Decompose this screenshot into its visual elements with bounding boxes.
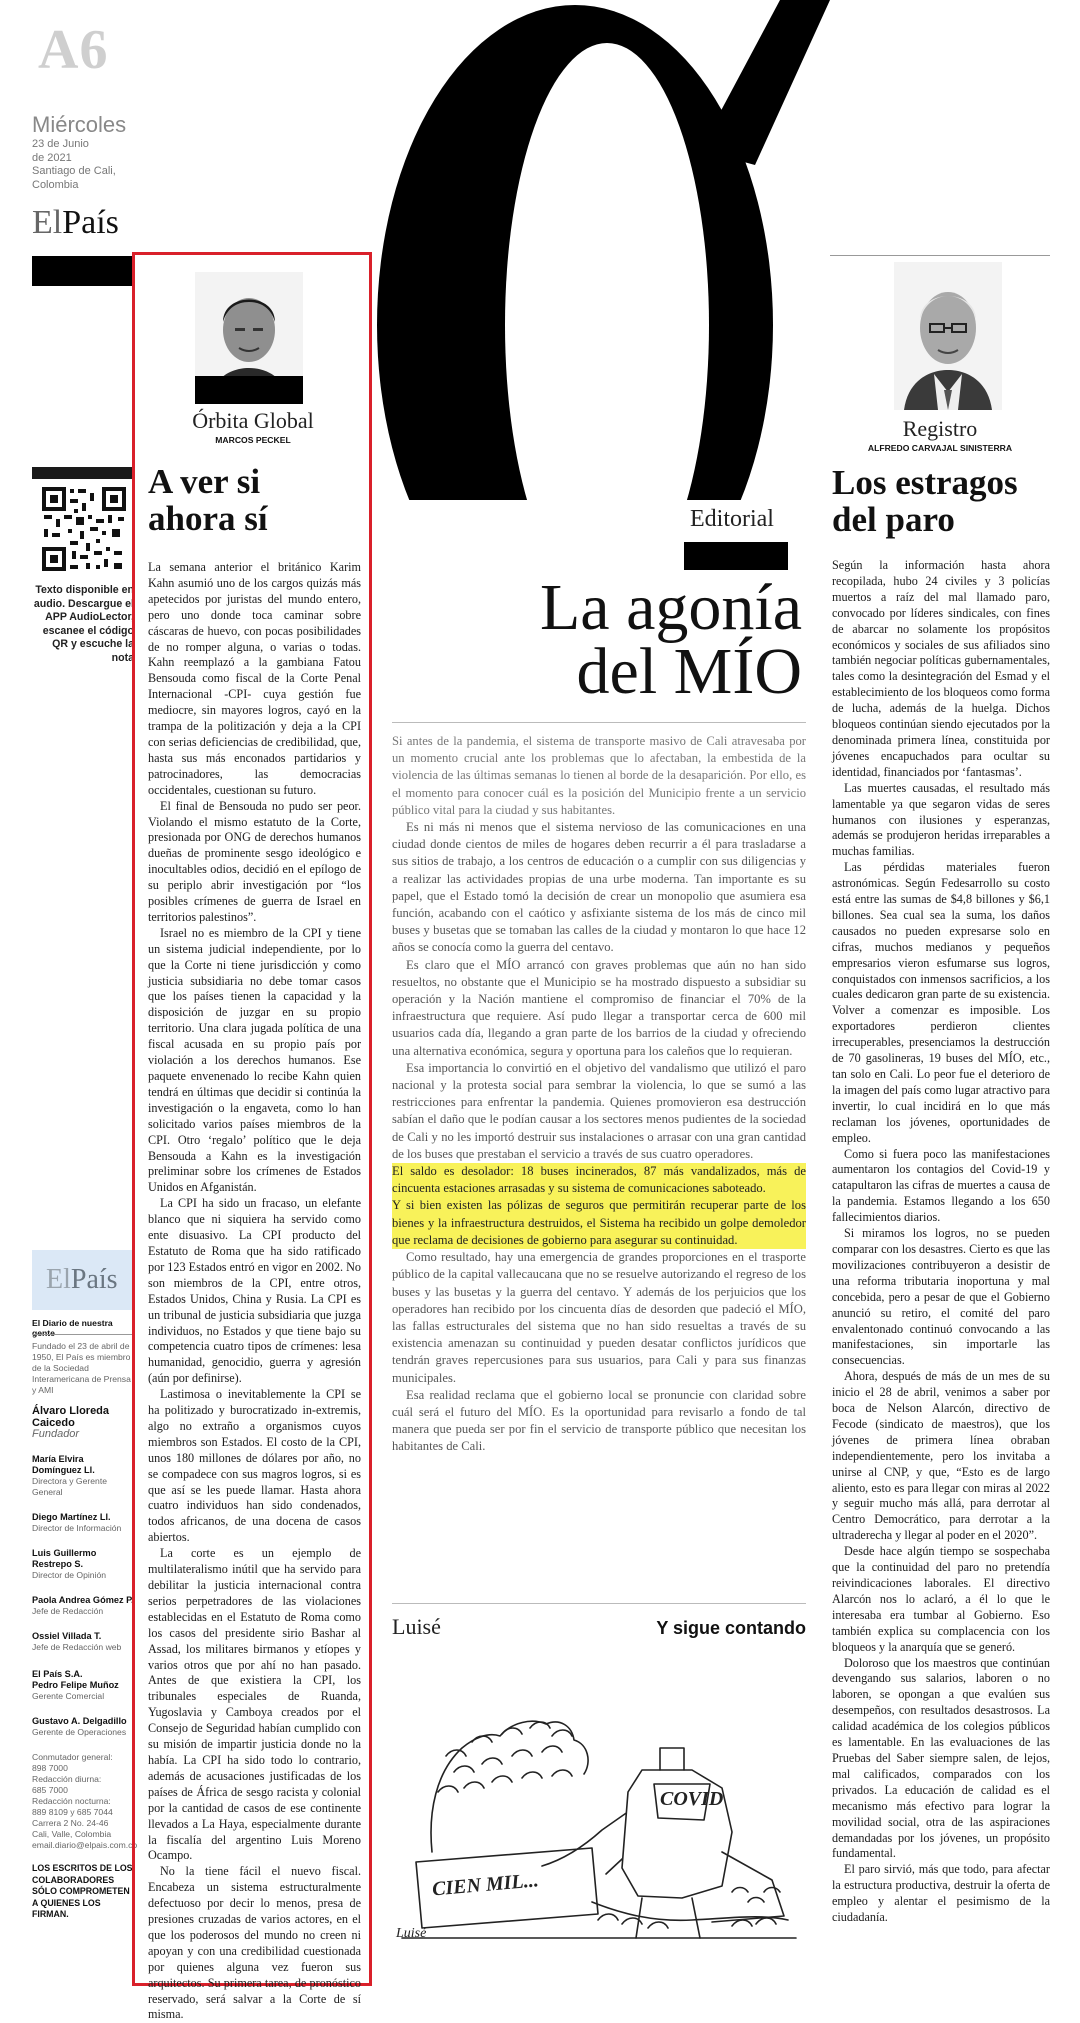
editorial-headline-l1: La agonía: [539, 571, 802, 644]
editorial-redaction-bar: [684, 542, 788, 570]
founder-role: Fundador: [32, 1428, 80, 1440]
registro-paragraph: Ahora, después de más de un mes de su inicio el 28 de abril, venimos a saber por boca de Nelson Alarcón, directivo de Fecode (sindicato de maestros), que los jóvenes de primera línea obraban independientemente, pero los invitaba a unirse al CNP, y que, “Esto es de largo aliento, esto es para llegar con miras al 2022 y seguir mucho más allá, para derrotar al Centro Democrático, para derrotar a la ultraderecha y llegar al poder en el 2020”.: [832, 1369, 1050, 1543]
staff-role: Director de Información: [32, 1523, 122, 1533]
registro-paragraph: Doloroso que los maestros que continúan devengando sus salarios, laboren o no laboren, se opongan a que evalúen sus desempeños, con resultados desastrosos. La calidad académica de los colegios públicos es lamentable. En las evaluaciones de las Pruebas del Saber siempre salen, de lejos, mal calificados, comparados con los privados. La educación de calidad es el mecanismo más efectivo para lograr la movilidad social, otra de las aspiraciones demandadas por los jóvenes, un propósito fundamental.: [832, 1655, 1050, 1861]
staff-role: Gerente Comercial: [32, 1691, 105, 1701]
orbita-redaction-bar: [195, 376, 303, 404]
staff-logo: [46, 1264, 118, 1296]
staff-logo-panel: [32, 1250, 134, 1310]
staff-logo-pais: País: [70, 1264, 118, 1295]
contact-line: Carrera 2 No. 24-46: [32, 1818, 109, 1828]
registro-paragraph: Las pérdidas materiales fueron astronómicas. Según Fedesarrollo su costo está entre las sumas de $4,8 billones y $6,1 billones. Sea cual sea la suma, los daños causados no pueden expresarse solo en cifras, muchos medianos y pequeños empresarios vieron esfumarse sus logros, conquistados con inmensos sacrificios, a los cuales dedicaron gran parte de su existencia. Volver a comenzar es imposible. Los exportadores perdieron clientes irrecuperables, presenciamos la destrucción de 70 gasolineras, 19 buses del MÍO, etc., tan solo en Cali. Lo peor fue el deterioro de la imagen del país como lugar atractivo para invertir, lo cual incidirá en lo que más reclaman los jóvenes, oportunidades de empleo.: [832, 860, 1050, 1145]
editorial-paragraph: Esa importancia lo convirtió en el objetivo del vandalismo que utilizó el paro nacional y la protesta social para sembrar la violencia, lo que se sumó a las restricciones para enfrentar la pandemia. Quienes promovieron esa destrucción sabían el daño que le podían causar a los sectores menos pudientes de la sociedad de Cali y no les importó destruir sus instalaciones o arrasar con una gran cantidad de los buses que prestaban el servicio a través de sus cuatro operadores.: [392, 1060, 806, 1161]
company-name: El País S.A.: [32, 1669, 83, 1679]
cartoon-sign-left: CIEN MIL...: [431, 1869, 540, 1901]
staff-role: Jefe de Redacción web: [32, 1642, 122, 1652]
editorial-headline: [392, 571, 802, 708]
editorial-body: [392, 733, 806, 1456]
page-number: A6: [38, 19, 109, 81]
staff-name: Luis Guillermo Restrepo S.: [32, 1548, 97, 1569]
disclaimer: LOS ESCRITOS DE LOS COLABORADORES SÓLO COMPROMETEN A QUIENES LOS FIRMAN.: [32, 1863, 133, 1919]
contact-email[interactable]: email.diario@elpais.com.co: [32, 1840, 138, 1850]
masthead-logo: [32, 204, 119, 242]
staff-name: Gustavo A. Delgadillo: [32, 1716, 127, 1726]
contact-line: Redacción nocturna:: [32, 1796, 111, 1806]
orbita-paragraph: La CPI ha sido un fracaso, un elefante blanco que ni siquiera ha servido como ente disuasivo. La CPI producto del Estatuto de Roma que ha sido ratificado por 123 Estados entró en vigor en 2002. No son miembros de la CPI, entre otros, Estados Unidos, China y Rusia. La CPI es un tribunal de justicia subsidiaria que juzga individuos, no Estados y que tiene bajo su competencia cuatro tipos de crímenes: lesa humanidad, genocidio, guerra y agresión (aún por definirse).: [148, 1196, 361, 1386]
date-line: 23 de Junio: [32, 138, 89, 150]
registro-author-photo: [894, 262, 1002, 410]
cartoon-title: Y sigue contando: [656, 1618, 806, 1638]
audio-note: Texto disponible en audio. Descargue el APP AudioLector, escanee el código QR y escuche la nota: [33, 584, 134, 664]
orbita-paragraph: No la tiene fácil el nuevo fiscal. Encabeza un sistema estructuralmente defectuoso por decir lo menos, presa de presiones cruzadas de varios actores, en el que los poderosos del mundo no creen ni apoyan y con una credibilidad cuestionada por quienes alguna vez fueron sus arquitectos. Su primera tarea, de pronóstico reservado, será salvar a la Corte de sí misma.: [148, 1864, 361, 2022]
qr-code[interactable]: [40, 485, 128, 573]
staff-list: [32, 1341, 138, 1921]
staff-role: Jefe de Redacción: [32, 1606, 104, 1616]
orbita-author: MARCOS PECKEL: [215, 435, 291, 445]
date-line: Santiago de Cali,: [32, 165, 116, 177]
cartoon-sign-right: COVID: [660, 1788, 724, 1810]
date-block: [32, 138, 116, 192]
orbita-headline: [148, 463, 368, 537]
staff-name: Diego Martínez Ll.: [32, 1512, 111, 1522]
orbita-paragraph: El final de Bensouda no pudo ser peor. Violando el mismo estatuto de la Corte, presionada por ONG de derechos humanos dueñas de prominente sesgo ideológico e inocultables odios, decidió en el epílogo de su periplo abrir investigación por “los posibles crímenes de guerra de Israel en territorios palestinos”.: [148, 798, 361, 924]
contact-line: 898 7000: [32, 1763, 68, 1773]
registro-paragraph: Las muertes causadas, el resultado más lamentable ya que segaron vidas de seres humanos con ilusiones y esperanzas, además se produjeron heridas irreparables a muchas familias.: [832, 780, 1050, 859]
weekday: Miércoles: [32, 112, 127, 137]
editorial-paragraph: Esa realidad reclama que el gobierno local se pronuncie con claridad sobre cuál será el futuro del MÍO. Es la oportunidad para revisarlo a fondo de tal manera que pueda ser por fin el servicio de transporte público que necesitan los habitantes de Cali.: [392, 1387, 806, 1454]
cartoon-drawing: [392, 1652, 806, 1952]
logo-el: El: [32, 204, 63, 241]
staff-name: Pedro Felipe Muñoz: [32, 1680, 119, 1690]
editorial-paragraph: Como resultado, hay una emergencia de grandes proporciones en el trasporte público de la capital vallecaucana que no se resuelve autorizando el regreso de los buses y las busetas y la guerra del centavo. Y además de los perjuicios que los operadores han recibido por los cincuenta días de desorden que padeció el MÍO, las fallas estructurales del sistema que no han sido resueltas a través de su existencia amenazan su continuidad y pueden desatar conflictos jurídicos que tendrán graves repercusiones para sus usuarios, para Cali y para sus finanzas municipales.: [392, 1250, 806, 1385]
staff-role: Director de Opinión: [32, 1570, 107, 1580]
founder-name: Álvaro Lloreda Caicedo: [32, 1405, 110, 1429]
orbita-paragraph: Israel no es miembro de la CPI y tiene un sistema judicial independiente, por lo que la Corte ni tiene jurisdicción y como justicia subsidiaria no debe tomar casos que los países tienen la capacidad y la disposición de juzgar en su propio territorio. Una clara jugada política de una fiscal acusada en su propio país por violación a los derechos humanos. Ese paquete envenenado lo recibe Kahn quien tendrá en últimas que decidir si continúa la investigación o la engaveta, como lo han solicitado varios países miembros de la CPI. Otro ‘regalo’ político que le deja Bensouda a Kahn es la investigación preliminar sobre los crímenes de Estados Unidos en Afganistán.: [148, 925, 361, 1195]
staff-name: Ossiel Villada T.: [32, 1631, 102, 1641]
editorial-headline-l2: del MÍO: [576, 635, 802, 708]
registro-paragraph: Desde hace algún tiempo se sospechaba que la continuidad del paro no pretendía reivindicaciones laborales. El directivo Alarcón nos lo aclaró, a él lo que le interesaba era tumbar al Gobierno. Eso también explica su complacencia con los bloqueos y la anarquía que se generó.: [832, 1544, 1050, 1654]
staff-role: Gerente de Operaciones: [32, 1727, 127, 1737]
staff-tagline: El Diario de nuestra gente: [32, 1318, 113, 1338]
editorial-highlight-1: El saldo es desolador: 18 buses incinerados, 87 más vandalizados, más de cincuenta estaciones arrasadas y su sistema de comunicaciones saboteado.: [392, 1164, 806, 1196]
masthead-redaction-bar: [32, 256, 132, 286]
founded-note: Fundado el 23 de abril de 1950, El País es miembro de la Sociedad Interamericana de Prensa y AMI: [32, 1341, 131, 1395]
staff-role: Directora y Gerente General: [32, 1476, 107, 1497]
cartoon-rule: [392, 1603, 806, 1604]
contact-line: 685 7000: [32, 1785, 68, 1795]
contact-line: Redacción diurna:: [32, 1774, 102, 1784]
registro-paragraph: Si miramos los logros, no se pueden comparar con los desastres. Cierto es que las movilizaciones contribuyeron a desistir de una reforma tributaria inoportuna y mal concebida, pero a pesar de que el Gobierno anunció su retiro, el comité del paro envalentonado continuó convocando a las manifestaciones, sin importarle las consecuencias.: [832, 1226, 1050, 1368]
staff-logo-el: El: [46, 1264, 71, 1295]
editorial-rule: [392, 722, 806, 723]
staff-rule: [32, 1334, 134, 1335]
orbita-paragraph: La corte es un ejemplo de multilateralismo inútil que ha servido para debilitar la justicia internacional contra serios perpetradores de las violaciones establecidas en el Estatuto de Roma como los casos del presidente sirio Bashar al Assad, los militares birmanos y etíopes y varios otros que por ahí no han pasado. Antes de que existiera la CPI, los tribunales especiales de Ruanda, Yugoslavia y Camboya creados por el Consejo de Seguridad habían cumplido con su misión de impartir justicia donde no la había. La CPI ha sido todo lo contrario, además de acusaciones justificadas de los países de África de sesgo racista y colonial por la cantidad de casos de ese continente llevados a La Haya, especialmente durante la fiscalía del argentino Luis Moreno Ocampo.: [148, 1546, 361, 1863]
registro-headline: [832, 464, 1052, 538]
editorial-label: Editorial: [690, 506, 774, 532]
editorial-highlight-2: Y si bien existen las pólizas de seguros que permitirán recuperar parte de los bienes y la infraestructura destruidos, el Sistema ha recibido un golpe demoledor que reclama de decisiones de gobierno para asegurar su continuidad.: [392, 1198, 806, 1247]
orbita-headline-l2: ahora sí: [148, 499, 268, 538]
registro-column-name: Registro: [902, 416, 978, 441]
registro-author: ALFREDO CARVAJAL SINISTERRA: [867, 443, 1013, 453]
registro-paragraph: Como si fuera poco las manifestaciones aumentaron los contagios del Covid-19 y catapultaron las cifras de muertes a causa de la pandemia. Estamos llegando a los 650 fallecimientos diarios.: [832, 1146, 1050, 1225]
registro-top-rule: [830, 255, 1050, 256]
registro-headline-l2: del paro: [832, 500, 955, 539]
contact-line: Conmutador general:: [32, 1752, 113, 1762]
orbita-paragraph: La semana anterior el británico Karim Kahn asumió uno de los cargos quizás más apetecidos por juristas del mundo entero, pero uno donde toca caminar sobre cáscaras de huevo, con pocas posibilidades de no romper alguna, o varias o todas. Kahn reemplazó a la gambiana Fatou Bensouda como fiscal de la Corte Penal Internacional -CPI- cuya gestión fue mediocre, sin mayores logros, cayó en la trampa de la politización y deja a la CPI con serias deficiencias de credibilidad, que, hasta sus más enconados partidarios y patrocinadores, las democracias occidentales, cuestionan su futuro.: [148, 560, 361, 797]
registro-body: [832, 558, 1050, 1926]
logo-pais: País: [62, 204, 119, 241]
date-line: Colombia: [32, 178, 79, 191]
audio-bar: [32, 467, 132, 479]
editorial-paragraph: Es claro que el MÍO arrancó con graves problemas que aún no han sido resueltos, no obstante que el Municipio se ha mostrado dispuesto a subsidiar su operación y la Nación mantiene el compromiso de financiar el 70% de la infraestructura que requiere. Así pudo llegar a transportar cerca de 600 mil usuarios cada día, llegando a gran parte de los barrios de la ciudad y ofreciendo una alternativa económica, segura y oportuna para los caleños que lo requieran.: [392, 957, 806, 1058]
contact-line: Cali, Valle, Colombia: [32, 1829, 112, 1839]
editorial-highlight: [392, 1163, 806, 1249]
staff-box: [32, 1250, 138, 1976]
contact-line: 889 8109 y 685 7044: [32, 1807, 113, 1817]
registro-headline-l1: Los estragos: [832, 463, 1018, 502]
orbita-body: [148, 560, 361, 2023]
editorial-intro: Si antes de la pandemia, el sistema de transporte masivo de Cali atravesaba por un momento crucial ante los problemas que lo afectaban, la embestida de la violencia de las últimas semanas lo tienen al borde de la desaparición. Por ello, es el momento para conocer cuál es la posición del Municipio frente a un servicio público vital para la ciudad y sus habitantes.: [392, 734, 806, 817]
orbita-paragraph: Lastimosa o inevitablemente la CPI se ha politizado y burocratizado in-extremis, algo no extraño a organismos cuyos miembros son Estados. El costo de la CPI, unos 180 millones de dólares por año, no se compadece con sus magros logros, si es que así se les puede llamar. Hasta ahora cuatro individuos han sido condenados, todos africanos, de una docena de casos abiertos.: [148, 1387, 361, 1545]
date-line: de 2021: [32, 151, 72, 164]
orbita-headline-l1: A ver si: [148, 462, 261, 501]
cartoon-signature: Luisé: [396, 1926, 427, 1941]
registro-paragraph: Según la información hasta ahora recopilada, hubo 24 civiles y 3 policías muertos a raíz del mal llamado paro, convocado por líderes sindicales, con fines de abarcar no solamente los propósitos económicos y sociales de sus afiliados sino también negociar políticas gubernamentales, tales como la desintegración del Esmad y el establecimiento de los bloqueos como forma de lucha, además de la huelga. Dichos bloqueos continúan siendo ejecutados por la denominada primera línea, constituida por jóvenes encapuchados para ocultar su identidad, financiados por ‘fantasmas’.: [832, 558, 1050, 779]
cartoon-artist: Luisé: [392, 1614, 441, 1639]
registro-paragraph: El paro sirvió, más que todo, para afectar la estructura productiva, destruir la oferta de empleo y alentar el pesimismo de la ciudadanía.: [832, 1862, 1050, 1925]
staff-name: María Elvira Domínguez Ll.: [32, 1454, 95, 1475]
staff-name: Paola Andrea Gómez P.: [32, 1595, 134, 1605]
orbita-column-name: Órbita Global: [192, 408, 314, 433]
editorial-paragraph: Es ni más ni menos que el sistema nervioso de las comunicaciones en una ciudad donde cientos de miles de hogares deben recurrir a él para trasladarse a sus sitios de trabajo, a los centros de educación o a cumplir con sus diligencias y a realizar las actividades propias de una urbe moderna. Tan importante es su papel, que el Estado tomó la decisión de crear un monopolio que asumiera esa función, acabando con el caótico y asfixiante sistema de los más de cinco mil buses y busetas que se tomaban las calles de la ciudad y montaron lo que hace 12 años se conocía como la guerra del centavo.: [392, 820, 806, 955]
